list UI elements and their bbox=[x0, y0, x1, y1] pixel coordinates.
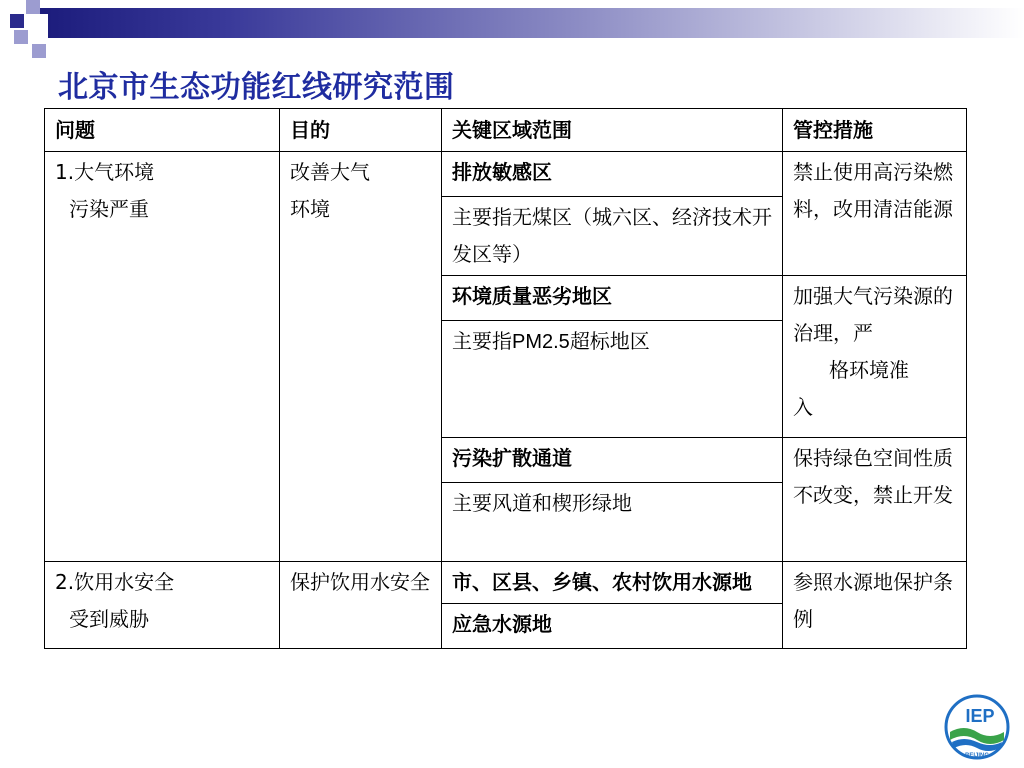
area-title-cell: 应急水源地 bbox=[442, 604, 783, 649]
page-title: 北京市生态功能红线研究范围 bbox=[58, 70, 455, 105]
purpose-cell: 保护饮用水安全 bbox=[280, 562, 442, 649]
area-title-cell: 环境质量恶劣地区 bbox=[442, 276, 783, 321]
measure-text: 入 bbox=[793, 395, 813, 419]
logo-subtext: BEIJING bbox=[964, 753, 990, 759]
problem-cell bbox=[45, 152, 280, 562]
header-decoration-square bbox=[30, 14, 48, 38]
research-scope-table bbox=[44, 108, 967, 649]
column-header: 管控措施 bbox=[783, 109, 967, 152]
area-desc-cell bbox=[442, 321, 783, 438]
header-decoration-square bbox=[14, 30, 28, 44]
purpose-cell bbox=[280, 152, 442, 562]
area-desc-cell: 主要风道和楔形绿地 bbox=[442, 483, 783, 562]
area-title-cell: 排放敏感区 bbox=[442, 152, 783, 197]
measure-cell: 参照水源地保护条例 bbox=[783, 562, 967, 649]
iep-logo-icon bbox=[944, 694, 1010, 760]
problem-cell bbox=[45, 562, 280, 649]
column-header: 关键区域范围 bbox=[442, 109, 783, 152]
area-desc-pm-value: PM2.5 bbox=[512, 331, 570, 353]
header-decoration-band bbox=[30, 8, 1024, 38]
problem-text: 2.饮用水安全 bbox=[55, 570, 175, 594]
purpose-text: 环境 bbox=[290, 197, 330, 221]
problem-text: 受到威胁 bbox=[69, 607, 149, 631]
measure-text: 加强大气污染源的治理，严 bbox=[793, 284, 953, 345]
column-header: 目的 bbox=[280, 109, 442, 152]
area-desc-text: 超标地区 bbox=[569, 329, 650, 353]
problem-text: 1.大气环境 bbox=[55, 160, 155, 184]
area-title-cell: 市、区县、乡镇、农村饮用水源地 bbox=[442, 562, 783, 604]
header-decoration-square bbox=[10, 14, 24, 28]
table-header-row bbox=[45, 109, 967, 152]
column-header: 问题 bbox=[45, 109, 280, 152]
area-desc-text: 主要指 bbox=[452, 329, 512, 353]
measure-cell: 禁止使用高污染燃料，改用清洁能源 bbox=[783, 152, 967, 276]
table-row bbox=[45, 152, 967, 197]
problem-text: 污染严重 bbox=[69, 197, 149, 221]
area-title-cell: 污染扩散通道 bbox=[442, 438, 783, 483]
measure-cell bbox=[783, 276, 967, 438]
measure-text: 格环境准 bbox=[829, 358, 909, 382]
measure-cell: 保持绿色空间性质不改变，禁止开发 bbox=[783, 438, 967, 562]
area-desc-cell: 主要指无煤区（城六区、经济技术开发区等） bbox=[442, 197, 783, 276]
table-row bbox=[45, 562, 967, 604]
logo-text: IEP bbox=[965, 706, 995, 726]
header-decoration-square bbox=[32, 44, 46, 58]
header-decoration-square bbox=[26, 0, 40, 14]
purpose-text: 改善大气 bbox=[290, 160, 370, 184]
